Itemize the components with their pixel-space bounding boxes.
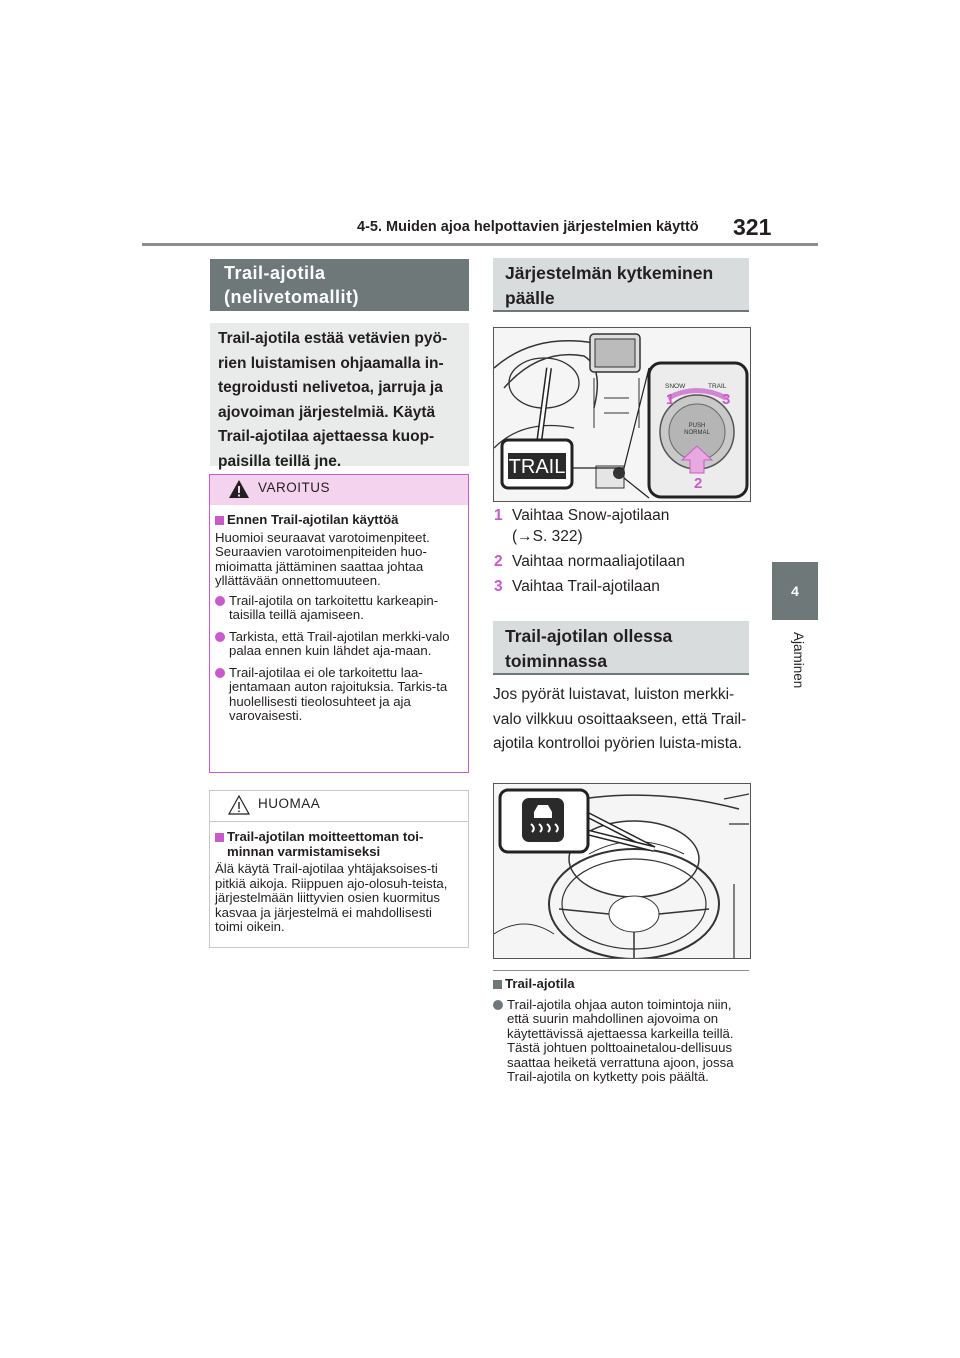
step-item <box>494 551 754 572</box>
push-label-1: PUSH <box>688 423 706 429</box>
callout-1: 1 <box>666 391 675 408</box>
warning-box <box>209 474 469 773</box>
step-text: Vaihtaa Trail-ajotilaan <box>512 578 660 595</box>
chapter-tab[interactable]: 4 <box>772 562 818 620</box>
step-list <box>494 505 754 597</box>
chapter-title: 4-5. Muiden ajoa helpottavien järjestelmien käyttö <box>357 219 699 235</box>
section-title-line1: Trail-ajotilan ollessa <box>505 626 673 646</box>
trail-note-subhead <box>493 977 755 992</box>
callout-3: 3 <box>722 391 731 408</box>
notice-subhead <box>215 830 463 859</box>
callout-2: 2 <box>694 475 703 492</box>
figure-trail-switch <box>493 327 751 502</box>
warning-bullet <box>215 666 463 724</box>
warning-icon <box>228 479 250 499</box>
header-rule <box>142 243 818 246</box>
section-divider <box>493 970 749 971</box>
push-label-2: NORMAL <box>684 430 710 436</box>
notice-subhead-text: Trail-ajotilan moitteettoman toi-minnan varmistamiseksi <box>227 829 424 859</box>
caution-icon <box>228 795 250 815</box>
bullet-dot-icon <box>215 632 225 642</box>
step-text: Vaihtaa normaaliajotilaan <box>512 553 685 570</box>
step-number: 2 <box>494 553 503 570</box>
section-title-line1: Trail-ajotila <box>224 263 326 283</box>
section-title-line2: toiminnassa <box>505 651 608 671</box>
warning-bullet <box>215 630 463 659</box>
warning-subhead <box>215 513 463 528</box>
trail-badge-text: TRAIL <box>508 456 566 478</box>
step-text: Vaihtaa Snow-ajotilaan <box>512 507 670 524</box>
warning-paragraph: Huomioi seuraavat varotoimenpiteet. Seuraavien varotoimenpiteiden huo-mioimatta jättäminen saattaa johtaa yllättävään onnettomuuteen. <box>215 529 430 588</box>
steering-wheel-illustration <box>494 784 750 958</box>
trail-note-subhead-text: Trail-ajotila <box>505 976 575 991</box>
warning-title: VAROITUS <box>258 480 331 495</box>
trail-note <box>493 977 755 1092</box>
step-item <box>494 526 754 547</box>
square-bullet-icon <box>493 980 502 989</box>
notice-header <box>210 791 468 822</box>
figure-slip-indicator <box>493 783 751 959</box>
warning-bullet <box>215 594 463 623</box>
bullet-dot-icon <box>215 668 225 678</box>
trail-note-bullet <box>493 998 755 1085</box>
step-number: 1 <box>494 507 503 524</box>
notice-paragraph: Älä käytä Trail-ajotilaa yhtäjaksoises-ti pitkiä aikoja. Riippuen ajo-olosuh-teista, järjestelmään liittyvien osien kuormitus kasvaa ja järjestelmä ei mahdollisesti toimi oikein. <box>215 861 448 934</box>
section-title-line1: Järjestelmän kytkeminen <box>505 263 714 283</box>
warning-subhead-text: Ennen Trail-ajotilan käyttöä <box>227 512 399 527</box>
dashboard-illustration <box>494 328 750 501</box>
section-title-trail-mode <box>210 259 469 311</box>
warning-bullet-text: Trail-ajotila on tarkoitettu karkeapin-taisilla teillä ajamiseen. <box>229 592 439 622</box>
chapter-tab-label: Ajaminen <box>791 632 806 689</box>
bullet-dot-icon <box>215 596 225 606</box>
section-title-activation <box>493 258 749 312</box>
trail-note-bullet-text: Trail-ajotila ohjaa auton toimintoja niin, että suurin mahdollinen ajovoima on käytettävissä ajettaessa karkeilla teillä. Tästä johtuen polttoainetalou-dellisuus saattaa heiketä verrattuna ajoon, jossa Trail-ajotila on kytketty pois päältä. <box>507 996 734 1084</box>
dial-label-snow: SNOW <box>665 383 686 390</box>
section-title-in-operation <box>493 621 749 675</box>
section-title-line2: päälle <box>505 288 555 308</box>
warning-bullet-text: Trail-ajotilaa ei ole tarkoitettu laa-jentamaan auton rajoituksia. Tarkis-ta huolellisesti tieolosuhteet ja aja varovaisesti. <box>229 664 448 723</box>
square-bullet-icon <box>215 516 224 525</box>
step-item <box>494 576 754 597</box>
step-number: 3 <box>494 578 503 595</box>
notice-title: HUOMAA <box>258 796 321 811</box>
page-number: 321 <box>733 214 772 240</box>
warning-bullet-text: Tarkista, että Trail-ajotilan merkki-valo palaa ennen kuin lähdet aja-maan. <box>229 628 450 658</box>
dial-label-trail: TRAIL <box>708 383 727 390</box>
bullet-dot-icon <box>493 1000 503 1010</box>
operation-description: Jos pyörät luistavat, luiston merkki-valo vilkkuu osoittaakseen, että Trail-ajotila kontrolloi pyörien luista-mista. <box>493 686 747 752</box>
square-bullet-icon <box>215 833 224 842</box>
notice-box <box>209 790 469 948</box>
warning-header <box>210 475 468 505</box>
intro-text: Trail-ajotila estää vetävien pyö-rien luistamisen ohjaamalla in-tegroidusti nelivetoa, jarruja ja ajovoiman järjestelmiä. Käytä Trail-ajotilaa ajettaessa kuop-paisilla teillä jne. <box>210 323 469 466</box>
step-cross-reference[interactable]: (→S. 322) <box>512 528 583 545</box>
step-item <box>494 505 754 526</box>
section-title-line2: (nelivetomallit) <box>224 287 360 307</box>
